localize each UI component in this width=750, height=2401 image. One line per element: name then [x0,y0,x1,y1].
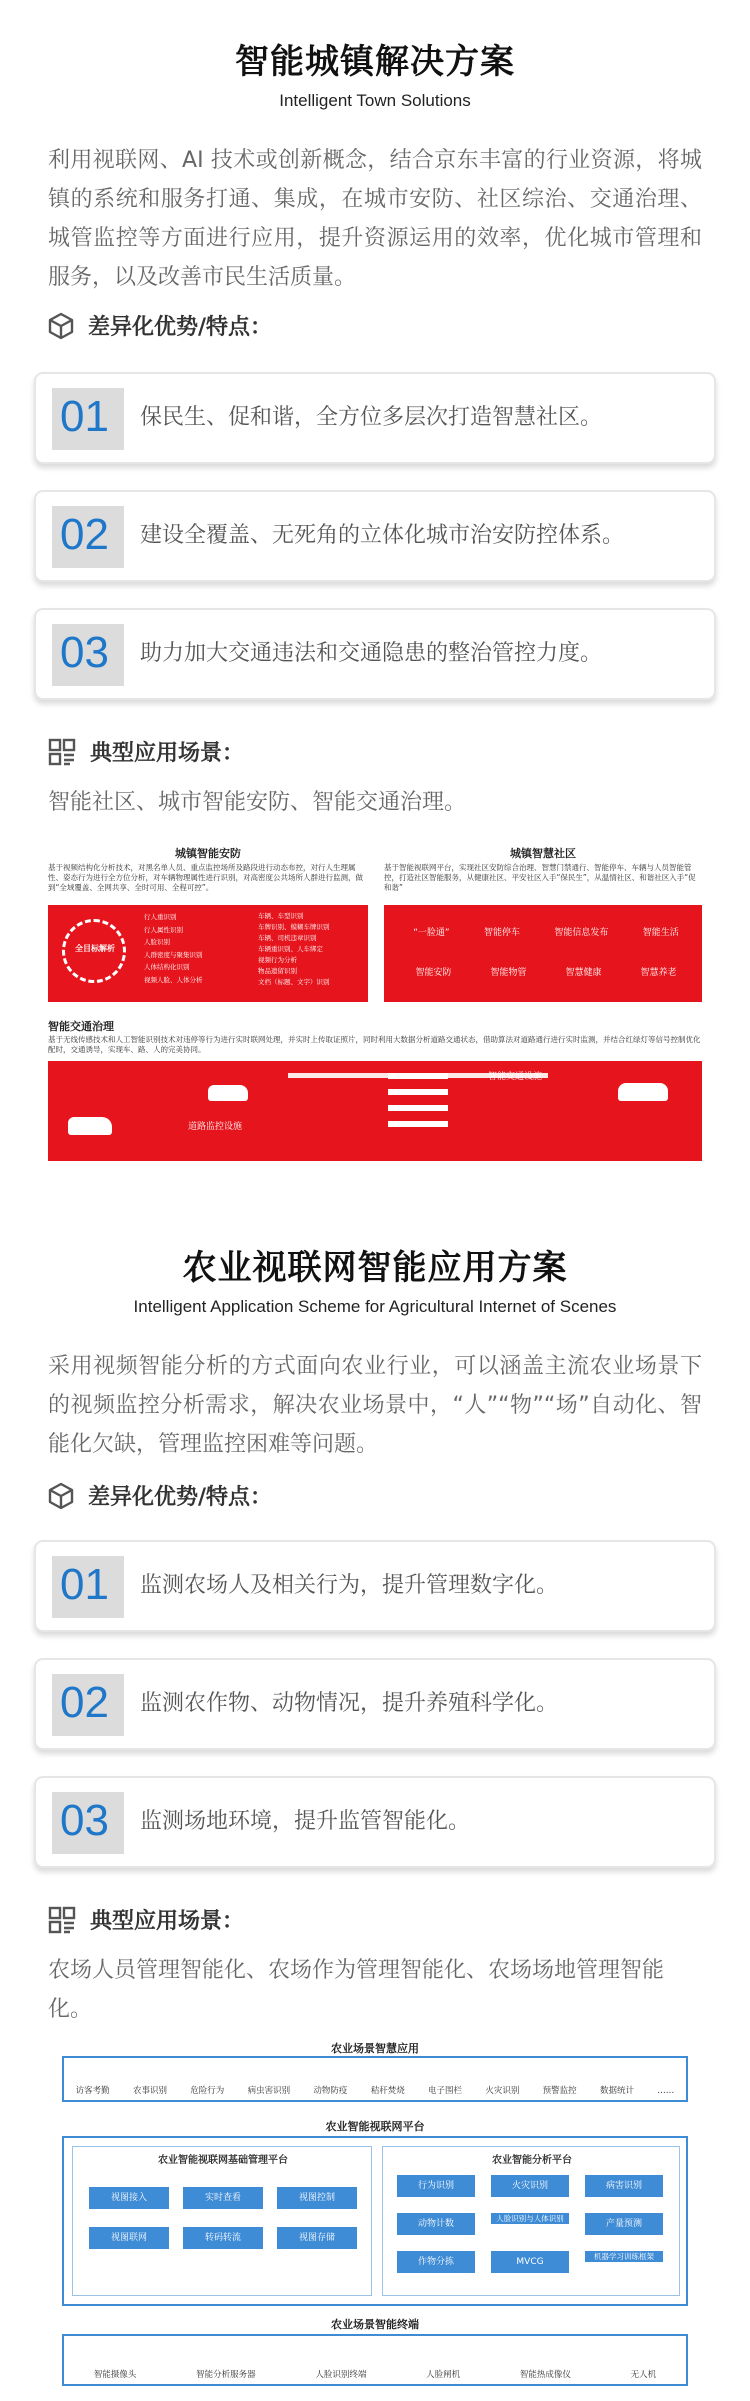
feature-text: 监测农场人及相关行为，提升管理数字化。 [140,1573,559,1598]
platform-title: 农业智能视联网平台 [325,2120,425,2133]
town-diagram [48,845,702,1170]
basic-item: 视图存储 [277,2227,357,2249]
community-item: “一脸通” [413,928,450,938]
section-agri [0,1240,750,1464]
page-title: 农业视联网智能应用方案 [182,1248,568,1288]
feature-number: 01 [60,392,109,441]
right-items [258,911,330,988]
list-item: 车辆、司机违章识别 [258,934,317,942]
feature-card [34,372,716,464]
apps-row [62,2056,688,2102]
community-item: 智能信息发布 [554,928,609,938]
basic-title: 农业智能视联网基础管理平台 [158,2155,288,2166]
feature-card [34,1776,716,1868]
analysis-item: 动物计数 [397,2213,475,2235]
basic-item: 视图控制 [277,2187,357,2209]
terminal-item: 人脸识别终端 [315,2370,367,2380]
feature-number-box [52,506,124,568]
feature-card [34,1540,716,1632]
app-item: 数据统计 [599,2086,634,2096]
list-item: 车辆重识别、人车绑定 [258,945,323,953]
features-header [0,1480,750,1511]
feature-card [34,1658,716,1750]
community-item: 智能生活 [642,928,679,938]
list-item: 车牌识别、模糊车牌识别 [258,923,330,931]
list-item: 人脸识别 [144,938,170,946]
car-icon [208,1085,248,1101]
analysis-item: 行为识别 [397,2175,475,2197]
traffic-panel [48,1061,702,1161]
community-title: 城镇智慧社区 [510,847,576,860]
terminal-item: 智能分析服务器 [196,2370,256,2380]
feature-number: 02 [60,1678,109,1727]
community-item: 智能停车 [483,928,520,938]
left-items [144,911,203,986]
feature-card [34,608,716,700]
list-item: 行人重识别 [144,913,177,921]
app-item: 动物防疫 [313,2086,348,2096]
analysis-item: 机器学习训练框架 [585,2251,663,2262]
grid-qr-icon [48,738,76,766]
community-item: 智慧健康 [565,968,602,978]
cube-icon [48,1482,74,1510]
scenes-header-label: 典型应用场景： [90,741,245,766]
apps-title: 农业场景智慧应用 [331,2042,419,2055]
terminal-item: 智能摄像头 [93,2370,137,2380]
community-item: 智慧养老 [640,968,677,978]
basic-item: 视图联网 [89,2227,169,2249]
list-item: 物品遗留识别 [258,967,297,975]
app-item: 秸秆焚烧 [370,2086,405,2096]
feature-number-box [52,1674,124,1736]
features-header-label: 差异化优势/特点： [88,1485,273,1510]
feature-number-box [52,388,124,450]
terminal-item: 智能热成像仪 [519,2370,571,2380]
terminal-item: 人脸闸机 [426,2370,461,2380]
community-item: 智能安防 [415,968,452,978]
car-icon [618,1083,668,1101]
community-desc: 基于智能视联网平台，实现社区安防综合治理、智慧门禁通行、智能停车、车辆与人员智能管控，打造社区智能服务，从健康社区、平安社区入手“保民生”，从温情社区、和谐社区入手“促和谐” [384,863,696,892]
scenes-header-label: 典型应用场景： [90,1909,245,1934]
security-title: 城镇智能安防 [175,847,241,860]
scenes-block [0,736,750,822]
community-row [396,965,696,978]
terminal-item: 无人机 [630,2370,657,2380]
section-town [0,34,750,297]
traffic-title: 智能交通治理 [48,1020,114,1033]
analysis-title: 农业智能分析平台 [492,2155,572,2166]
agri-diagram [62,2040,688,2395]
feature-number: 03 [60,628,109,677]
grid-qr-icon [48,1906,76,1934]
page-subtitle: Intelligent Application Scheme for Agricultural Internet of Scenes [133,1297,617,1316]
app-item: 危险行为 [190,2086,225,2096]
analysis-item: 火灾识别 [491,2175,569,2197]
app-item: 访客考勤 [75,2086,110,2096]
analysis-item: MVCG [491,2251,569,2273]
security-panel [48,905,368,1002]
page-title: 智能城镇解决方案 [235,42,515,82]
app-item: 预警监控 [542,2086,577,2096]
feature-number: 03 [60,1796,109,1845]
scenes-text: 智能社区、城市智能安防、智能交通治理。 [48,790,467,815]
analysis-item: 产量预测 [585,2213,663,2235]
feature-text: 助力加大交通违法和交通隐患的整治管控力度。 [140,641,603,666]
analysis-platform [382,2146,680,2296]
feature-text: 保民生、促和谐，全方位多层次打造智慧社区。 [140,405,603,430]
list-item: 车辆、车型识别 [258,912,304,920]
feature-text: 建设全覆盖、无死角的立体化城市治安防控体系。 [140,523,625,548]
list-item: 视频行为分析 [258,956,297,964]
app-item: 农事识别 [132,2086,167,2096]
feature-number-box [52,624,124,686]
feature-text: 监测农作物、动物情况，提升养殖科学化。 [140,1691,559,1716]
page-subtitle: Intelligent Town Solutions [279,91,471,110]
scenes-block [0,1904,750,2029]
list-item: 人群密度与聚集识别 [144,950,203,959]
feature-number-box [52,1792,124,1854]
basic-platform [72,2146,372,2296]
community-row [396,925,696,938]
traffic-desc: 基于无线传感技术和人工智能识别技术对违停等行为进行实时联网处理，并实时上传取证照片，同时利用大数据分析道路交通状态，借助算法对道路通行进行实时监测，并结合红绿灯等信号控制优化配时，交通诱导，实现车、路、人的完美协同。 [48,1035,701,1054]
center-label: 全目标解析 [75,944,115,953]
terminals-row [62,2334,688,2386]
community-panel [384,905,702,1002]
list-item: 行人属性识别 [144,925,183,934]
intro-paragraph: 采用视频智能分析的方式面向农业行业，可以涵盖主流农业场景下的视频监控分析需求，解决农业场景中，“人”“物”“场”自动化、智能化欠缺，管理监控困难等问题。 [48,1354,702,1457]
app-item: …… [657,2086,675,2096]
basic-item: 视图接入 [89,2187,169,2209]
feature-number: 02 [60,510,109,559]
feature-number: 01 [60,1560,109,1609]
analysis-item: 病害识别 [585,2175,663,2197]
scenes-text: 农场人员管理智能化、农场作为管理智能化、农场场地管理智能化。 [48,1958,665,2022]
terminal-title: 农业场景智能终端 [331,2318,419,2331]
traffic-label-right: 智能交通设施 [488,1072,543,1082]
feature-number-box [52,1556,124,1618]
feature-text: 监测场地环境，提升监管智能化。 [140,1809,471,1834]
list-item: 视频人脸、人体分析 [144,975,203,984]
app-item: 病虫害识别 [247,2086,291,2096]
basic-item: 转码转流 [183,2227,263,2249]
analysis-item: 作物分拣 [397,2251,475,2273]
app-item: 火灾识别 [485,2086,520,2096]
list-item: 人体结构化识别 [144,963,190,971]
list-item: 文档（标题、文字）识别 [258,978,330,986]
analysis-item: 人脸识别与人体识别 [491,2213,569,2224]
intro-paragraph: 利用视联网、AI 技术或创新概念，结合京东丰富的行业资源，将城镇的系统和服务打通、集成，在城市安防、社区综治、交通治理、城管监控等方面进行应用，提升资源运用的效率，优化城市管理和服务，以及改善市民生活质量。 [48,148,702,290]
community-item: 智能物管 [490,968,527,978]
traffic-label-left: 道路监控设施 [188,1122,243,1132]
feature-card [34,490,716,582]
features-header-label: 差异化优势/特点： [88,315,273,340]
car-icon [68,1117,112,1135]
features-header [0,310,750,341]
security-desc: 基于视频结构化分析技术，对黑名单人员、重点监控场所及路段进行动态布控，对行人生理属性、姿态行为进行全方位分析，对车辆物理属性进行识别，对高密度公共场所人群进行监测，做到“全域覆盖、全网共享、全时可用、全程可控”。 [48,863,363,892]
app-item: 电子围栏 [428,2086,463,2096]
platform-frame [62,2136,688,2306]
cube-icon [48,312,74,340]
basic-item: 实时查看 [183,2187,263,2209]
